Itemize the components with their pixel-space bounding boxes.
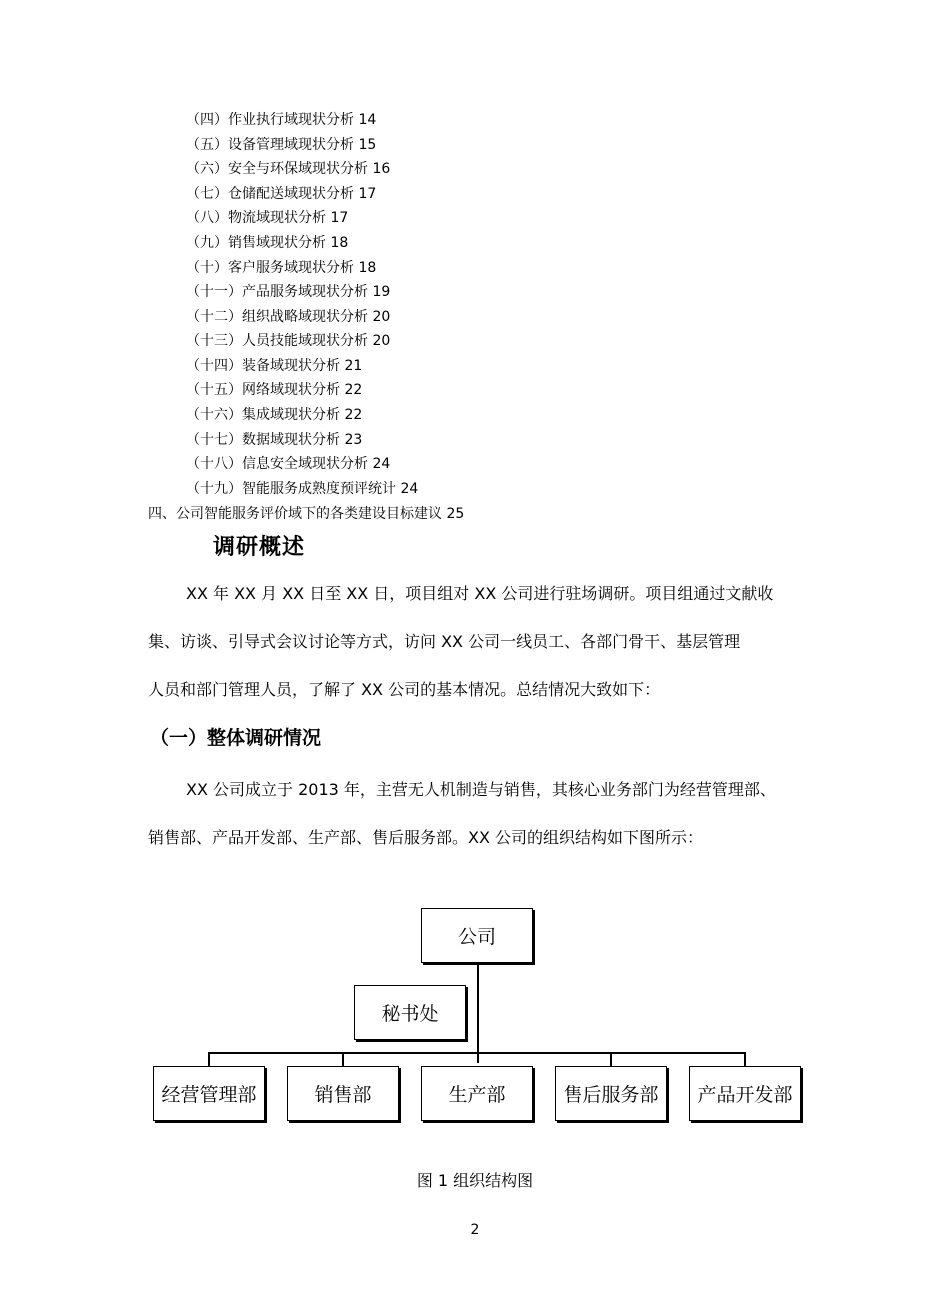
toc-item[interactable]: （十六）集成域现状分析 22 <box>186 407 363 423</box>
org-node-department: 售后服务部 <box>555 1066 667 1121</box>
intro-line: 集、访谈、引导式会议讨论等方式，访问 XX 公司一线员工、各部门骨干、基层管理 <box>148 632 741 651</box>
org-drop-line <box>744 1052 746 1066</box>
toc-item[interactable]: （七）仓储配送域现状分析 17 <box>186 186 377 202</box>
toc-item[interactable]: （十三）人员技能域现状分析 20 <box>186 333 391 349</box>
org-node-department: 生产部 <box>421 1066 533 1121</box>
intro-line: 人员和部门管理人员，了解了 XX 公司的基本情况。总结情况大致如下： <box>148 680 661 699</box>
org-node-department: 销售部 <box>287 1066 399 1121</box>
toc-item[interactable]: 四、公司智能服务评价域下的各类建设目标建议 25 <box>148 506 465 522</box>
overview-line: 销售部、产品开发部、生产部、售后服务部。XX 公司的组织结构如下图所示： <box>148 828 704 847</box>
subheading: （一）整体调研情况 <box>150 727 322 749</box>
toc-item[interactable]: （四）作业执行域现状分析 14 <box>186 112 377 128</box>
toc-item[interactable]: （十四）装备域现状分析 21 <box>186 358 363 374</box>
toc-item[interactable]: （五）设备管理域现状分析 15 <box>186 137 377 153</box>
page-number: 2 <box>470 1222 480 1238</box>
org-node-secretariat: 秘书处 <box>354 985 466 1040</box>
toc-item[interactable]: （十九）智能服务成熟度预评统计 24 <box>186 481 419 497</box>
toc-item[interactable]: （十一）产品服务域现状分析 19 <box>186 284 391 300</box>
org-branch-line <box>208 1052 746 1054</box>
org-drop-line <box>208 1052 210 1066</box>
intro-line: XX 年 XX 月 XX 日至 XX 日，项目组对 XX 公司进行驻场调研。项目组通过文献收 <box>186 584 774 603</box>
org-trunk-line <box>477 963 479 1063</box>
overview-line: XX 公司成立于 2013 年，主营无人机制造与销售，其核心业务部门为经营管理部、 <box>186 780 776 799</box>
toc-item[interactable]: （十二）组织战略域现状分析 20 <box>186 309 391 325</box>
figure-caption: 图 1 组织结构图 <box>416 1171 534 1190</box>
toc-item[interactable]: （九）销售域现状分析 18 <box>186 235 349 251</box>
toc-item[interactable]: （六）安全与环保域现状分析 16 <box>186 161 391 177</box>
toc-item[interactable]: （十五）网络域现状分析 22 <box>186 382 363 398</box>
toc-item[interactable]: （十）客户服务域现状分析 18 <box>186 260 377 276</box>
toc-item[interactable]: （十八）信息安全域现状分析 24 <box>186 456 391 472</box>
toc-item[interactable]: （八）物流域现状分析 17 <box>186 210 349 226</box>
org-drop-line <box>342 1052 344 1066</box>
org-node-company: 公司 <box>421 908 533 963</box>
toc-item[interactable]: （十七）数据域现状分析 23 <box>186 432 363 448</box>
section-title: 调研概述 <box>213 535 306 560</box>
org-drop-line <box>610 1052 612 1066</box>
org-node-department: 经营管理部 <box>153 1066 265 1121</box>
org-node-department: 产品开发部 <box>689 1066 801 1121</box>
